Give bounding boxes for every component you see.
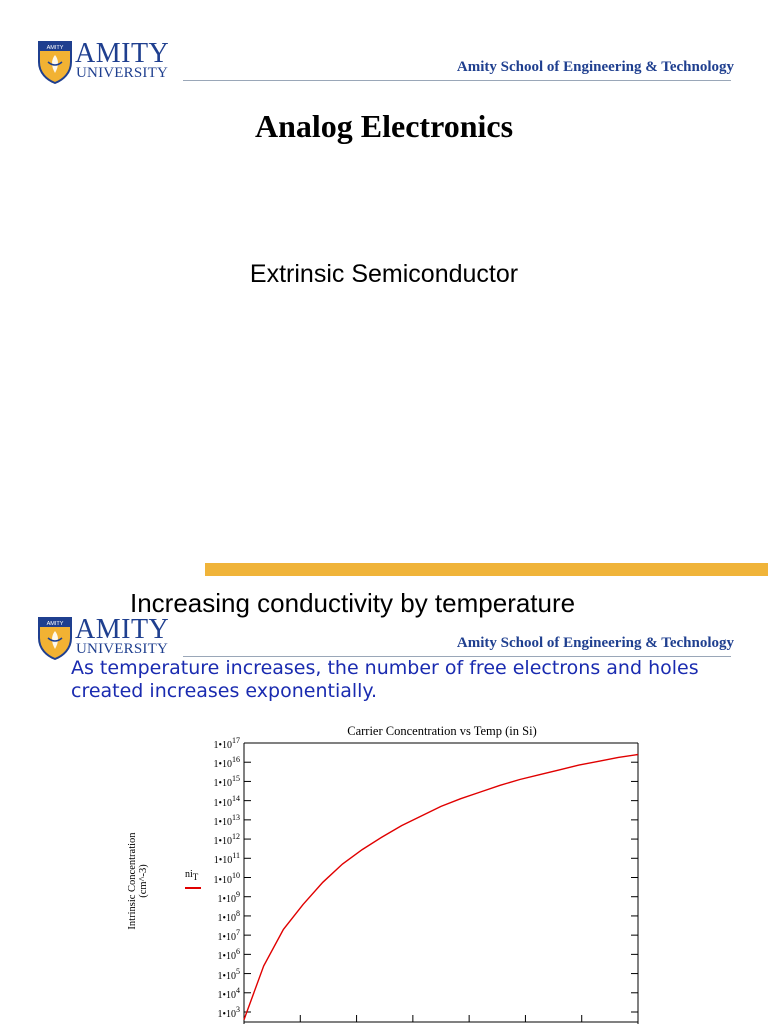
y-tick-mantissa: 1•10 (213, 778, 232, 790)
y-tick-mantissa: 1•10 (217, 893, 236, 905)
chart-ylabel: Intrinsic Concentration (cm^-3) (127, 832, 149, 930)
y-tick-mantissa: 1•10 (217, 970, 236, 982)
y-tick-exponent: 11 (232, 851, 240, 861)
y-tick-exponent: 12 (232, 832, 240, 842)
y-tick-mantissa: 1•10 (213, 797, 232, 809)
y-tick-mantissa: 1•10 (213, 759, 232, 771)
y-tick-mantissa: 1•10 (213, 816, 232, 828)
y-tick-exponent: 15 (232, 774, 240, 784)
logo-word-amity: AMITY (75, 614, 170, 645)
y-tick-mantissa: 1•10 (213, 855, 233, 867)
y-tick-exponent: 8 (236, 908, 240, 918)
y-tick-mantissa: 1•10 (217, 989, 236, 1001)
legend-series-subscript: T (192, 872, 199, 882)
y-tick-exponent: 4 (236, 985, 240, 995)
y-tick-exponent: 16 (232, 755, 240, 765)
y-tick-mantissa: 1•10 (217, 951, 236, 963)
legend-series-name: ni (185, 869, 193, 880)
y-tick-mantissa: 1•10 (213, 836, 232, 848)
slide-subtitle: Extrinsic Semiconductor (249, 260, 519, 288)
svg-text:AMITY: AMITY (46, 621, 64, 627)
slide2-title: Increasing conductivity by temperature (130, 588, 576, 618)
logo-word-amity: AMITY (75, 38, 170, 69)
y-tick-exponent: 10 (232, 870, 240, 880)
school-name: Amity School of Engineering & Technology (456, 59, 734, 75)
school-name-2: Amity School of Engineering & Technology (456, 635, 734, 651)
y-tick-exponent: 9 (236, 889, 240, 899)
y-tick-mantissa: 1•10 (213, 874, 232, 886)
svg-text:AMITY: AMITY (46, 45, 64, 51)
series-line-ni (244, 755, 638, 1020)
chart-title: Carrier Concentration vs Temp (in Si) (347, 724, 537, 738)
y-tick-exponent: 7 (236, 928, 240, 938)
y-tick-mantissa: 1•10 (213, 740, 232, 751)
slide-title: Analog Electronics (254, 108, 514, 144)
y-tick-mantissa: 1•10 (217, 932, 236, 944)
y-tick-exponent: 6 (236, 947, 240, 957)
logo-word-university: UNIVERSITY (76, 65, 168, 81)
y-tick-exponent: 17 (232, 736, 240, 745)
y-tick-mantissa: 1•10 (217, 1009, 236, 1020)
y-tick-exponent: 3 (236, 1005, 240, 1014)
y-tick-exponent: 5 (236, 966, 240, 976)
y-tick-exponent: 13 (232, 812, 240, 822)
y-tick-mantissa: 1•10 (217, 912, 236, 924)
y-tick-exponent: 14 (232, 793, 240, 803)
body-paragraph: As temperature increases, the number of free electrons and holes created increases exponentially. (71, 657, 699, 702)
logo-word-university: UNIVERSITY (76, 641, 168, 657)
